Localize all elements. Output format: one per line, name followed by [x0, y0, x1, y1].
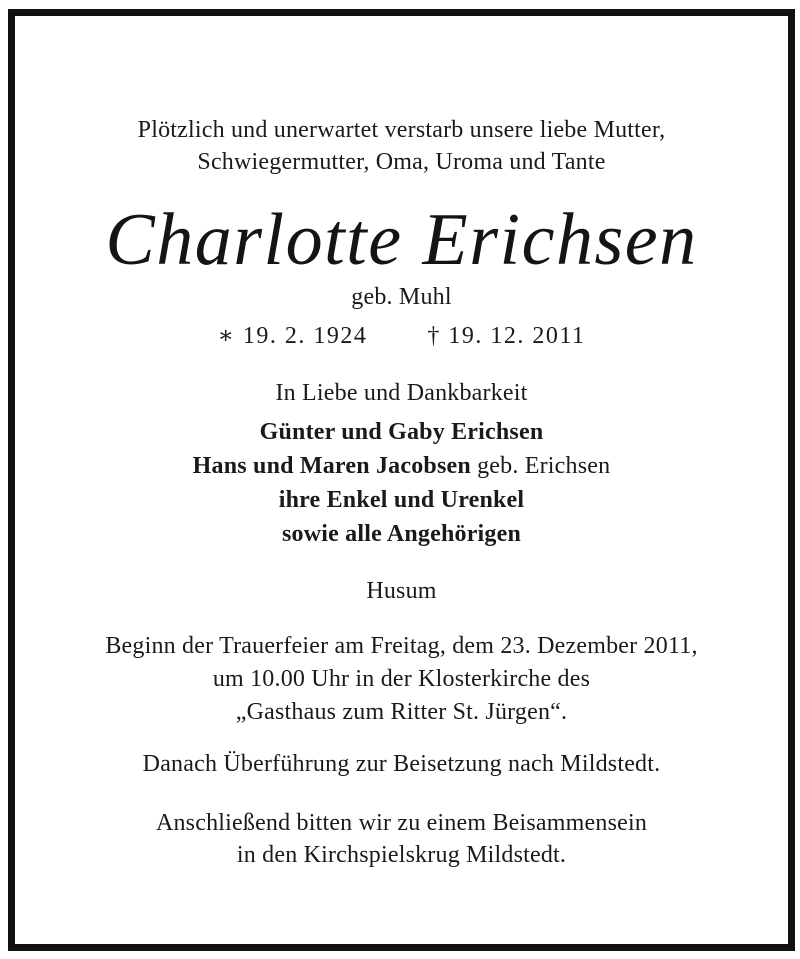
gathering-line-2: in den Kirchspielskrug Mildstedt. — [236, 842, 567, 868]
place: Husum — [366, 578, 437, 604]
deceased-name: Charlotte Erichsen — [105, 199, 698, 281]
obituary-frame — [8, 9, 795, 951]
ceremony-line-2: um 10.00 Uhr in der Klosterkirche des — [212, 666, 591, 692]
intro-line-2: Schwiegermutter, Oma, Uroma und Tante — [197, 149, 606, 175]
ceremony-line-1: Beginn der Trauerfeier am Freitag, dem 23. Dezember 2011, — [105, 633, 698, 659]
birth-date: ∗ 19. 2. 1924 — [217, 323, 368, 349]
mourner-line-4: sowie alle Angehörigen — [281, 521, 522, 547]
mourner-line-2-names: Hans und Maren Jacobsen — [192, 453, 471, 479]
death-date: † 19. 12. 2011 — [427, 323, 586, 349]
mourner-line-2 — [15, 451, 788, 481]
ceremony-line-3: „Gasthaus zum Ritter St. Jürgen“. — [235, 699, 568, 725]
mourner-line-2-birthname: geb. Erichsen — [477, 453, 611, 479]
mourner-line-3: ihre Enkel und Urenkel — [278, 487, 525, 513]
life-dates — [15, 321, 788, 351]
birth-name: geb. Muhl — [351, 284, 452, 310]
mourner-line-1: Günter und Gaby Erichsen — [259, 419, 544, 445]
mourners-intro: In Liebe und Dankbarkeit — [275, 380, 528, 406]
gathering-line-1: Anschließend bitten wir zu einem Beisammensein — [155, 810, 648, 836]
intro-line-1: Plötzlich und unerwartet verstarb unsere liebe Mutter, — [137, 117, 666, 143]
burial-info: Danach Überführung zur Beisetzung nach Mildstedt. — [142, 751, 661, 777]
